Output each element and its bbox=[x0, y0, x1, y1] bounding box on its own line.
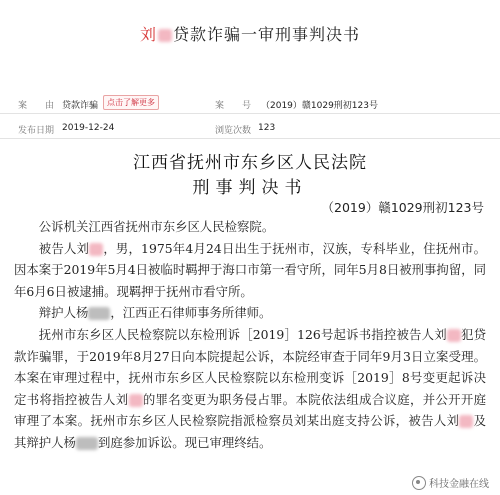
paragraph-text: 到庭参加诉讼。现已审理终结。 bbox=[97, 434, 272, 450]
redacted-name bbox=[89, 243, 103, 256]
paragraph-text: 被告人刘 bbox=[38, 240, 90, 256]
paragraph-text: 抚州市东乡区人民检察院以东检刑诉［2019］126号起诉书指控被告人刘 bbox=[38, 326, 447, 342]
brand-logo-icon bbox=[412, 476, 426, 490]
document-type: 刑事判决书 bbox=[192, 178, 308, 198]
paragraph-text: 及其辩护人杨 bbox=[14, 413, 487, 450]
paragraph-text: ，江西正石律师事务所律师。 bbox=[110, 305, 272, 321]
redacted-name bbox=[447, 329, 461, 342]
publish-date-value: 2019-12-24 bbox=[62, 123, 115, 133]
court-name: 江西省抚州市东乡区人民法院 bbox=[133, 153, 367, 173]
divider bbox=[0, 113, 500, 114]
redacted-name bbox=[88, 307, 110, 320]
views-label: 浏览次数 bbox=[215, 126, 252, 136]
document-case-number: （2019）赣1029刑初123号 bbox=[321, 200, 484, 215]
paragraph bbox=[14, 216, 486, 238]
paragraph bbox=[14, 302, 486, 324]
paragraph-text: 的罪名变更为职务侵占罪。本院依法组成合议庭，并公开开庭审理了本案。抚州市东乡区人民检察院指派检察员刘某出庭支持公诉，被告人刘 bbox=[14, 391, 486, 429]
cause-label: 案 由 bbox=[18, 101, 55, 111]
publish-date-label: 发布日期 bbox=[18, 126, 55, 136]
paragraph bbox=[14, 324, 486, 454]
paragraph-text: ，男，1975年4月24日出生于抚州市，汉族，专科毕业，住抚州市。因本案于2019年5月4日被临时羁押于海口市第一看守所，同年5月8日被刑事拘留，同年6月6日被逮捕。现羁押于抚州市看守所。 bbox=[14, 240, 486, 299]
redacted-name bbox=[459, 415, 473, 428]
paragraph-text: 辩护人杨 bbox=[38, 305, 89, 321]
divider bbox=[0, 138, 500, 139]
views-value: 123 bbox=[258, 123, 276, 133]
redacted-name bbox=[76, 437, 98, 450]
watermark bbox=[409, 474, 492, 491]
learn-more-button[interactable]: 点击了解更多 bbox=[103, 95, 159, 110]
redacted-name bbox=[158, 29, 172, 42]
case-number-label: 案 号 bbox=[215, 101, 252, 111]
title-surname: 刘 bbox=[139, 25, 157, 44]
paragraph-text: 犯贷款诈骗罪，于2019年8月27日向本院提起公诉，本院经审查于同年9月3日立案受理。本案在审理过程中，抚州市东乡区人民检察院以东检刑变诉［2019］8号变更起诉决定书将指控被告人刘 bbox=[14, 326, 487, 407]
cause-value: 贷款诈骗 bbox=[62, 101, 99, 111]
paragraph-text: 公诉机关江西省抚州市东乡区人民检察院。 bbox=[38, 219, 275, 234]
title-text: 贷款诈骗一审刑事判决书 bbox=[173, 25, 361, 44]
page-title bbox=[0, 22, 500, 45]
judgment-body bbox=[14, 216, 486, 454]
watermark-text: 科技金融在线 bbox=[429, 479, 489, 490]
redacted-name bbox=[129, 394, 143, 407]
case-number-value: （2019）赣1029刑初123号 bbox=[261, 101, 378, 111]
paragraph bbox=[14, 238, 486, 303]
